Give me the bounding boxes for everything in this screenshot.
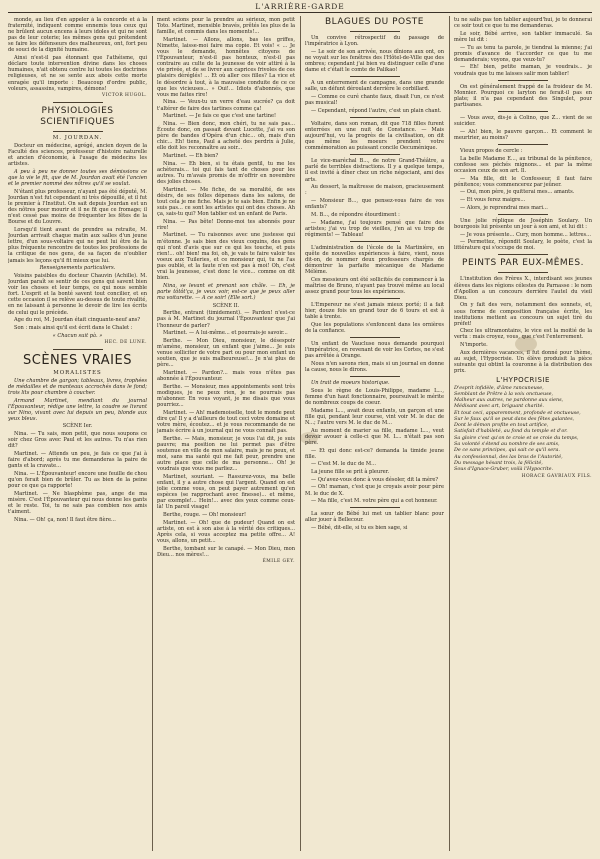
dialogue: Martinet. — Me fiche, de sa moralité, de ses désirs, de ses folles dépenses dans les salons, de tout cela je me fiche. Mais je te sais bien. Enfin je ne suis pas... ce sont les artistes qui ont des choses. Ah ça, sais-tu qui? Mon tablier est un enfant de Paris. xyxy=(157,186,295,217)
paragraph: tu ne salis pas ton tablier aujourd'hui, je te donnerai ce soir tout ce que tu me demanderas. xyxy=(454,17,592,30)
dialogue: Berthe. — Monsieur, mes appointements sont très modiques, je ne peux rien, je ne pourrais pas m'abonner. En vous voyant, je me disais que vous pourriez... xyxy=(157,383,295,409)
paragraph: ment scions pour la prendre au sérieux, mon petit Toto. Martinet, mensible bravés, prêtés les plus de la famille, et commis dans les moments!... xyxy=(157,17,295,36)
column-rule xyxy=(449,16,450,851)
dialogue: Martinet. — Je fais ce que c'est une tartine! xyxy=(163,113,277,120)
divider xyxy=(350,337,400,338)
paragraph: Au moment de marier sa fille, madame L..., veut devoir avouer à celle-ci que M. L... n'était pas son père. xyxy=(305,427,444,446)
paragraph: — Monsieur B..., que pensez-vous faire de vos enfants? xyxy=(305,198,444,211)
poem-title: L'HYPOCRISIE xyxy=(496,375,550,384)
signature: HEC. DE LUNE. xyxy=(104,340,147,346)
paragraph: Le soir, Bébé arrive, son tablier immaculé. Sa mère lui dit : xyxy=(454,30,592,43)
section-heading: SCÈNES VRAIES xyxy=(23,353,132,369)
dialogue: Martinet. — Allons, allons, bas les griffes, Nimette, laisse-moi faire ma copie. Et vois! « ... Je vous le demande, honnêtes citoyens de l'Épouvanteur, n'est-il pas honteux, n'est-il pas contraire au culte de la jeunesse de voir attiré à la vie privée, et de se livrer aux caprices frivoles de ces plaisirs déréglés! ... Et où aller ces filles? La vice et le désordre à tout, à la mauvaise conduite de ce ce que les vicieuses... » Oui!... Idiots d'abonnés, que vous me faites rire! xyxy=(157,36,295,98)
paragraph: Le vice-maréchal B..., de notre Grand-Théâtre, a parlé de terribles distractions. Il y a quelque temps, il est invité à dîner chez un riche négociant, ami des arts. xyxy=(305,158,444,183)
poem-stanza: D'esprit infidèle, d'âme rancuneuse, Semblant de Prêtre à la voix onctueuse, Malheur aux autres, ne pardonne aux siens, Médisant avec art, briguant charité. xyxy=(454,385,564,409)
dialogue: Berthe, entrant (timidement). — Pardon! n'est-ce pas à M. Martinet du journal l'Épouvanteur que j'ai l'honneur de parler? xyxy=(157,310,295,329)
divider xyxy=(498,144,548,145)
divider xyxy=(498,254,548,255)
section-heading: PEINTS PAR EUX-MÊMES. xyxy=(462,258,584,269)
paragraph: M. B..., de répondre étourdiment : xyxy=(311,211,400,218)
section-subheading: M. JOURDAN. xyxy=(52,135,103,142)
column-2 xyxy=(157,17,295,853)
divider xyxy=(350,76,400,77)
paragraph: Aux dernières vacances, il fut donné pour thème, au sujet, l'Hypocrisie. Un élève produisit la pièce suivante qui obtint la couronne à la distribution des prix. xyxy=(454,349,592,375)
running-head: L'ARRIÈRE-GARDE xyxy=(255,2,345,11)
paragraph: Un trait de moeurs historique. xyxy=(311,380,390,387)
subheading: Renseignements particuliers. xyxy=(39,265,116,272)
paragraph: Un enfant de Vaucluse nous demande pourquoi l'impératrice, en revenant de voir les Cortes, ne s'est pas arrêtée à Orange. xyxy=(305,341,444,360)
dialogue: Berthe. — Mais, monsieur, je vous l'ai dit, je suis pauvre; ma position ne lui permet pas d'être soutenue en ville de mon salaire, mais je ne peux, et moi, sans ma santé qui me fait peur, prendre une autre place que celle de ma personne... Oh! je voudrais que vous me parliez... xyxy=(157,435,295,473)
top-rule xyxy=(8,12,592,13)
paragraph: Madame L..., avait deux enfants, un garçon et une fille qui, pendant leur course, vint voir M. le duc de N...; l'autre vers M. le duc de M... xyxy=(305,407,444,426)
paragraph: Une jolie réplique de Joséphin Soulary. Un bourgeois lui présente un jour à son ami, et lui dit : xyxy=(454,217,592,230)
paragraph: monde, au lieu d'en appeler à la concorde et à la fraternité, indiquent comme ennemis tous ceux qui ne brûlent aucun encens à leurs idoles et qui ne sont pas de leur coterie; les mêmes gens qui prétendent se faire les défenseurs des malheureux, ont, fort peu de souci de la dignité humaine. xyxy=(8,17,147,54)
signature: HORACE GAVRIAUX FILS. xyxy=(521,473,592,479)
divider xyxy=(498,111,548,112)
divider xyxy=(498,272,548,273)
section-heading: BLAGUES DU POSTE xyxy=(324,17,424,27)
paragraph: Vieux propos de cercle : xyxy=(460,147,523,154)
paragraph: La sœur de Bébé lui met un tablier blanc pour aller jouer à Bellecour. xyxy=(305,511,444,524)
paragraph: L'administration de l'école de la Martinière, en quête de nouvelles expériences à faire, vient, nous dit-on, de nommer deux professeurs chargés de démontrer la parfaite mécanique de Madame Mélème. xyxy=(305,244,444,276)
dialogue: Martinet. — Eh bien? xyxy=(163,152,219,159)
scene-label: SCÈNE Ier. xyxy=(62,423,93,430)
paragraph: — Cependant, répond l'autre, c'est un plain chant. xyxy=(311,107,442,114)
paragraph: — Ma fille, dit le Confesseur, il faut faire pénitence; vous commencerez par jeûner. xyxy=(454,175,592,188)
divider xyxy=(350,298,400,299)
paragraph: Age du roi, M. Jourdan était cinquante-neuf ans? xyxy=(14,317,141,324)
paragraph: — Comme ce curé chante faux, disait l'un, ce n'est pas musical! xyxy=(305,93,444,107)
paragraph: — Qu'avez-vous donc à vous désoler, dit la mère? xyxy=(311,476,439,483)
paragraph: Que les populations s'enfoncent dans les ornières de la confiance. xyxy=(305,322,444,335)
quote: « Chacun suit pà. » xyxy=(52,332,103,339)
divider xyxy=(350,117,400,118)
paragraph: — Alors, je reprendrai mes mari... xyxy=(460,204,548,211)
stage-direction: Armand Martinet, mendiant du journal l'Épouvanteur, rédige une lettre, la coudre se livrant sur Nino, vivant avec lui depuis un peu, blonde aux yeux bleus. xyxy=(8,397,147,422)
dialogue: Nina, se levant et prenant son châle. — Eh, je parte tôtôt'ça, je veux voir, est-ce que je peux aller ma voiturette. — A ce soir! (Elle sort.) xyxy=(157,282,295,301)
dialogue: Martinet. — A lui-même... et pourrais-je savoir... xyxy=(163,330,288,337)
dialogue: Nina. — Eh bien, si tu étais gentil, tu me les achèterais... toi qui fais tant de choses pour les autres. Tu m'avais promis de m'offrir en novembre des jolies choses. xyxy=(157,160,295,185)
paragraph: — Bébé, dit-elle, si tu es bien sage, si xyxy=(311,525,408,532)
paragraph: N'étant plus professeur, n'ayant pas été député, M. Jourdan n'est fut cependant ni très dépouillé, et il fut le premier à l'Institut. On sait depuis Jourdan est un des nôtres pour mourir et il ne fit que ce fromage; il n'est cessé pas moins de fréquenter les fêtes de la Bourse et du Louvre. xyxy=(8,188,147,226)
paragraph: — Permettez, répondit Soulary, le poète, c'est la littérature qui s'occupe de moi. xyxy=(454,239,592,252)
paragraph: — Madame, j'ai toujours pensé que faire des artistes; j'ai vu trop de vieilles, j'en ai vu trop de régiments! — Tableau! xyxy=(305,219,444,238)
paragraph: — Ma fille, c'est M. votre père qui a cet honneur. xyxy=(311,498,438,505)
dialogue: Martinet. — Tu raisonnes avec une justesse qui m'étonne. Je sais bien des vieux coquins, des gens qui n'ont d'avis que sur ce qui les touche, et puis rien!... oh! bien! ma foi, oh, je vais te faire valoir tes voeux aux Tuileries, et ce monsieur qui, tu ne l'as pas oublié, et la faute n'en est pas à moi! Oh, c'est vrai la jeunesse, c'est donc le vice... comme on dit bien. xyxy=(157,232,295,282)
poem-stanza: Sa gloire c'est qu'on te croie et se croie du temps, Sa volonté s'étend au nombre de ses amis, De ce sans principes, qui sait ce qu'il sera. xyxy=(454,434,579,453)
paragraph: — Oui, mon père, je quitterai mes... amants. xyxy=(460,189,575,196)
paragraph: L'institution des Frères X., interdisant ses jeunes élèves dans les régions célestes du Parnasse : le nom d'Apollon a un concours derrière l'autel du vieil Dieu. xyxy=(454,276,592,301)
paragraph: Voisins paisibles du docteur Chauvin (Achille). M. Jourdan paraît se sentir de ces gens qui savent bien voir les choses et leur temps, ce qui nous semble fort. L'esprit et la bonté savent tout concilier, et en cette occasion il se relève au-dessus de toute rivalité, en ne laissant à personne le devoir de lire les écrits de celui qui le précède. xyxy=(8,272,147,316)
paragraph: N'importe. xyxy=(460,342,488,349)
dialogue: Nina. — Veux-tu un verre d'eau sucrée? ça doit t'altérer de faire des tartines comme ça! xyxy=(157,99,295,112)
dialogue: Berthe, tombant sur le canapé. — Mon Dieu, mon Dieu... nos mères!... xyxy=(157,545,295,558)
signature: ÉMILE GEY. xyxy=(262,559,295,565)
poem-stanza: Au confessionnal, des las bras de l'Autorité, Du message hésant trois, la félicité, Sous d'Ignace-Gruber, voilà l'Hypocrite. xyxy=(454,453,563,472)
column-rule xyxy=(152,16,153,851)
dialogue: Martinet, souriant. — Rassurez-vous, ma belle enfant, il y a autre chose qui l'argent. Quand on est jolie comme vous, on peut payer autrement qu'en espèces (se rapprochant avec finesse)... et même, par exemple!... Hein!... avec des yeux comme ceux-là! Un pareil visage! xyxy=(157,473,295,511)
paragraph: La belle Madame E..., au tribunal de la pénitence, confesse ses péchés mignons... et par la même occasion ceux de son art. Il. xyxy=(454,155,592,174)
paragraph: — Et vous ferez maigre... xyxy=(460,197,526,203)
paragraph: — Et qui donc est-ce? demanda la timide jeune fille. xyxy=(305,447,444,460)
column-3 xyxy=(305,17,444,853)
dialogue: Martinet. — Attends un peu, je fais ce que j'ai à faire d'abord; après tu me demanderas la paire de gants et la cravate... xyxy=(8,451,147,470)
paragraph: A peu à peu ne donner toutes ses démissions ce que la vie le fit, que de M. Jourdan avait été l'ancien et le premier nommé des nôtres qu'il se voulut. xyxy=(8,169,147,188)
paragraph: Nous n'en savons rien, mais si un journal en donne la cause, nous le dirons. xyxy=(305,361,444,374)
dialogue: Nina. — Tu sais, mon petit, que nous soupons ce soir chez Gros avec Paul et les autres. Tu n'as rien dit? xyxy=(8,431,147,450)
paragraph: Voltaire, dans son roman, dit que 718 filles furent enterrées en une nuit de Constance. — Mais aujourd'hui, vu la progrès de la civilisation, on dit que même les moeurs prendent votre commémoration au puissant concile Oecuménique. xyxy=(305,120,444,152)
dialogue: Berthe, rouge. — Oh! monsieur! xyxy=(163,512,247,518)
paragraph: — Tu as tenu ta parole, je tiendrai la mienne; j'ai promis d'avance de t'accorder ce que tu me demanderais; voyons, que veux-tu? xyxy=(454,44,592,63)
signature: VICTOR HUGOL. xyxy=(102,93,147,99)
paragraph: Docteur en médecine, agrégé, ancien doyen de la Faculté des sciences, professeur d'histoire naturelle et ancien d'économie, à l'usage de médecins les artistes. xyxy=(8,143,147,168)
paragraph: — Le soir de son arrivée, nous dînions aux ont, on ne voyait sur les fenêtres des l'Hôtel-de-Ville que des ombres; cependant j'ai bien vu distinguer celle d'une dame et c'était le comte de Palikao! xyxy=(305,48,444,74)
paragraph: — Je vous présente... Cury, mon homme... lettres... xyxy=(460,231,592,238)
divider xyxy=(498,214,548,215)
section-subheading: MORALISTES xyxy=(53,369,102,376)
divider xyxy=(350,507,400,508)
dialogue: Martinet. — Pardon?... mais vous n'êtes pas abonnée à l'Épouvanteur. xyxy=(157,369,295,383)
paragraph: — Oh! maman, c'est que je croyais avoir pour père M. le duc de X. xyxy=(305,484,444,497)
poem-stanza: Et tout ceci, apparemment, profonde et onctueuse, Sur le faux qu'il se peut dans des fêtes galantes, Dont le démon profite en tout artifice, Satisfait d'habileté, au fond du temple et d'or. xyxy=(454,410,581,434)
divider xyxy=(350,154,400,155)
paragraph: Ainsi n'est-il pas étonnant que l'athéisme, qui déclare toute intervention divine dans les choses humaines, n'ait obtenu contre lui toutes les doctrines religieuses, et ne se sente aux abois cette morte enragée qu'il importe : Beaucoup d'ordre public, voleurs, assassins, vampires, démons! xyxy=(8,55,147,92)
paragraph: On y fait des vers, notamment des sonnets, et, sous forme de composition française écrite, les institutions mettent au concours un sujet tiré du préfet! xyxy=(454,302,592,327)
dialogue: Martinet. — Ah! mademoiselle, tout le monde peut dire ça! Il y a d'ailleurs de tout ceci votre domaine et votre mère, écoutez... et je vous recommande de ne jamais écrire à un journal qui ne vous connaît pas. xyxy=(157,409,295,434)
divider xyxy=(53,131,103,132)
divider xyxy=(498,80,548,81)
divider xyxy=(350,31,400,32)
paragraph: Chez les ultramontains, le vice est la moitié de la vertu : mais croyez, vous, que c'est l'enterrement. xyxy=(454,328,592,341)
scene-label: SCÈNE II. xyxy=(212,302,240,309)
paragraph: On est généralement frappé de la froideur de M. Monnier. Pourquoi ce laryton ne ferait-il pas en plate; il n'a pas cependant des Singulet, pour partisanes. xyxy=(454,83,592,108)
paragraph: — Eh! bien, petite maman, je voudrais... je voudrais que tu me laisses salir mon tablier! xyxy=(454,64,592,77)
paragraph: L'Empereur ne s'est jamais mieux porté; il a fait hier, douze fois un grand tour de 6 tours et est à table à trente. xyxy=(305,302,444,321)
column-1 xyxy=(8,17,147,853)
dialogue: Martinet. — Oh! que de pudeur! Quand on est artiste, on est à son aise à la vérité des critiques... Après cela, si vous acceptez ma petite offre... A! vous, allons, un petit... xyxy=(157,519,295,544)
dialogue: Nina. — Oh! ça, non! Il faut être fière... xyxy=(14,516,116,523)
dialogue: Nina. — L'Épouvanteur! encore une feuille de chou qu'on ferait bien de brûler. Tu as bien de la peine pour ce que ça rapporte! xyxy=(8,470,147,490)
divider xyxy=(53,349,103,350)
dialogue: Martinet. — Ne blasphème pas, ange de ma misère. C'est l'Épouvanteur qui nous donne les gants et le reste. Toi, tu ne sais pas combien nos amis t'aiment. xyxy=(8,490,147,516)
column-4 xyxy=(454,17,592,853)
dialogue: Nina. — Bien donc, mon chéri, tu ne sais pas... Écoute donc, on passait devant Lucette, j'ai vu son père de bandes d'Opéra d'un chic... oh, mais d'un chic... Eh! tiens, Paul a acheté des perdrix à Julie, elle doit les reconnaître au soir... xyxy=(157,120,295,152)
paragraph: Son : mais ainsi qu'il est écrit dans le Chalet : xyxy=(14,324,133,331)
paragraph: La jeune fille se prit à pleurer. xyxy=(311,469,390,476)
dialogue: Berthe. — Mon Dieu, monsieur, le désespoir m'amène, monsieur, un enfant que j'aime... Je suis venue solliciter de votre part ou pour mon enfant un soutien, que je suis malheureuse!... Je n'ai plus de père... xyxy=(157,337,295,369)
divider xyxy=(350,241,400,242)
stage-direction: Une chambre de gargon; tableaux, livres, trophées de médailles et de manteaux accrochés dans le fond; trois lits pour chambre à coucher. xyxy=(8,377,147,396)
dialogue: Nina. — Pas bête! Donne-moi tes abonnés pour rire! xyxy=(157,218,295,231)
divider xyxy=(350,376,400,377)
paragraph: Ces messieurs ont été sollicités de commencer à la maîtrise de Bruno, n'ayant pas trouvé même au local assez grand pour tous les expériences. xyxy=(305,276,444,296)
paragraph: Lorsqu'il tient avant de prendre sa retraite, M. Jourdan arrivait chaque matin aux salles d'un jeune lettre, d'un sous-voltaire qui ne peut lui être de la plus fréquente rencontre de toutes les professions de la critique de nos gens, de sa façon de n'oublier jamais les leçons qu'il fit mieux que lui. xyxy=(8,227,147,264)
paragraph: Sous le règne de Louis-Philippe, madame L..., femme d'un haut fonctionnaire, poursuivait le mérite de nombreux coups de coeur. xyxy=(305,387,444,407)
paragraph: — Vous avez, dis-je à Colino, que Z... vient de se suicider. xyxy=(454,115,592,128)
section-heading: PHYSIOLOGIES SCIENTIFIQUES xyxy=(40,106,115,128)
paragraph: Au dessert, la maîtresse de maison, gracieusement : xyxy=(305,184,444,197)
paragraph: — C'est M. le duc de M... xyxy=(311,461,377,468)
paragraph: A un enterrement de campagne, dans une grande salle, un défunt déroulant derrière le corbillard. xyxy=(305,80,444,93)
paragraph: — Ah! bien, le pauvre garçon... Et comment le meurtrier, au moins? xyxy=(454,128,592,141)
paragraph: Un convive rétrospectif du passage de l'impératrice à Lyon. xyxy=(305,35,444,48)
divider xyxy=(53,102,103,103)
